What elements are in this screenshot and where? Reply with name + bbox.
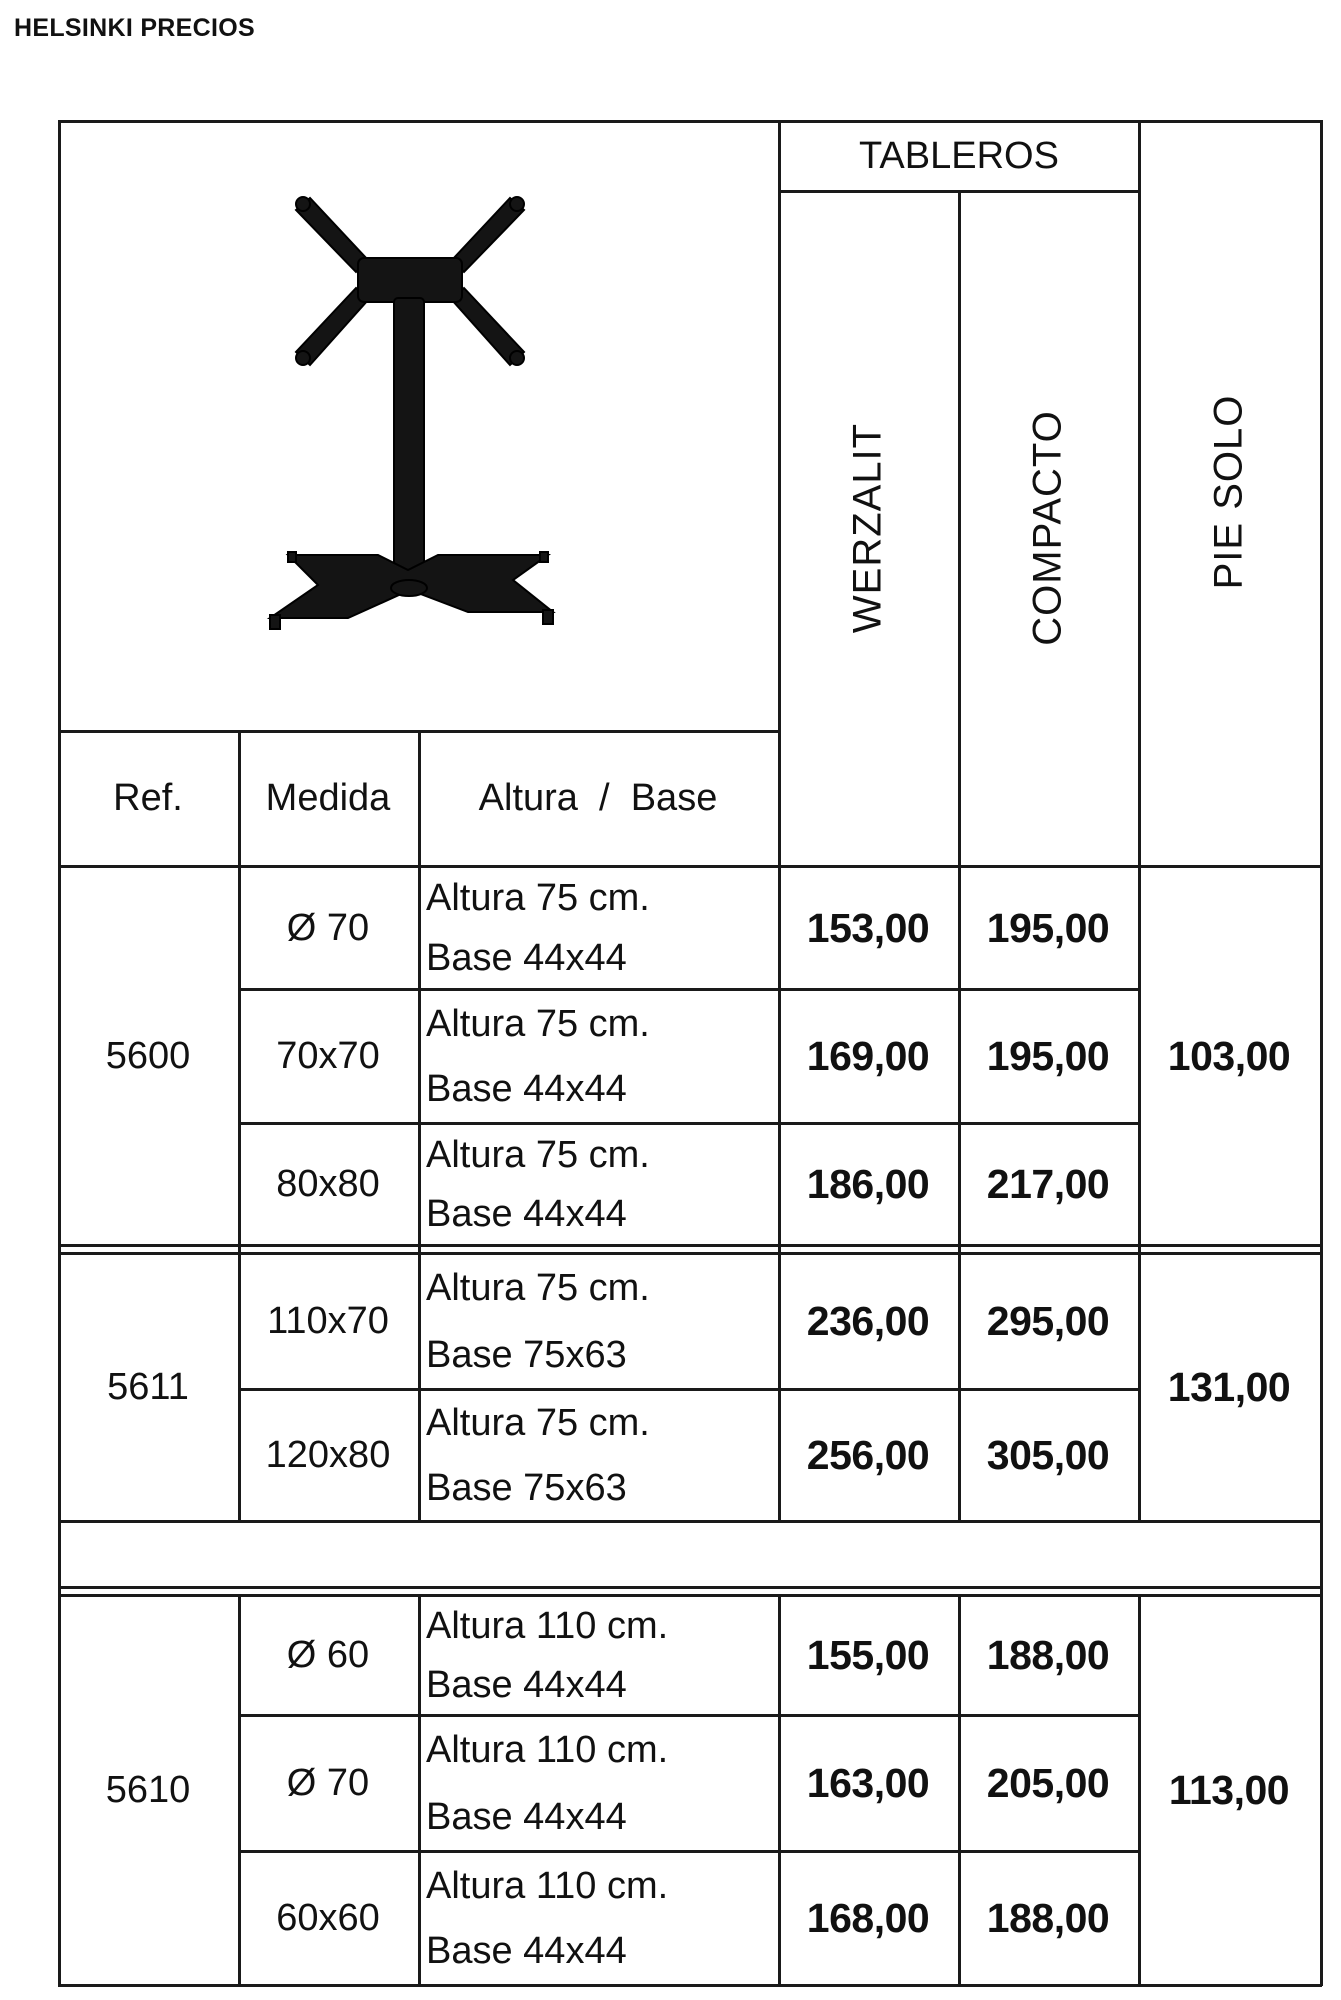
compacto-price: 195,00 — [986, 1033, 1110, 1079]
medida-cell: Ø 70 — [286, 906, 370, 949]
ref-cell: 5600 — [105, 1034, 191, 1077]
medida-cell: 60x60 — [276, 1897, 380, 1939]
werzalit-price: 169,00 — [806, 1033, 930, 1079]
medida-cell: 70x70 — [276, 1035, 380, 1077]
compacto-price: 305,00 — [986, 1432, 1110, 1478]
medida-cell: 80x80 — [276, 1163, 380, 1205]
pie-solo-price: 131,00 — [1167, 1364, 1291, 1410]
werzalit-price: 153,00 — [806, 904, 930, 951]
werzalit-price: 186,00 — [806, 1161, 930, 1207]
werzalit-header: WERZALIT — [845, 422, 890, 634]
ref-cell: 5611 — [107, 1366, 189, 1408]
base-text: Base 44x44 — [426, 1930, 627, 1973]
group-line — [58, 1244, 1322, 1247]
werzalit-price: 236,00 — [806, 1298, 930, 1344]
base-text: Base 44x44 — [426, 1795, 627, 1838]
group-line — [58, 1586, 1322, 1589]
medida-cell: 110x70 — [267, 1300, 389, 1342]
altura-base-cell — [420, 1853, 778, 1984]
altura-text: Altura 110 cm. — [426, 1729, 669, 1772]
tableros-header: TABLEROS — [859, 134, 1059, 177]
altura-base-cell — [420, 1597, 778, 1714]
altura-base-cell — [420, 991, 778, 1122]
base-text: Base 44x44 — [426, 1663, 627, 1706]
werzalit-price: 256,00 — [806, 1432, 930, 1478]
base-text: Base 44x44 — [426, 937, 627, 979]
ref-cell: 5610 — [105, 1769, 191, 1811]
base-text: Base 75x63 — [426, 1333, 627, 1376]
medida-header: Medida — [265, 777, 391, 819]
altura-text: Altura 110 cm. — [426, 1864, 669, 1907]
compacto-price: 295,00 — [986, 1298, 1110, 1344]
medida-cell: Ø 70 — [286, 1762, 370, 1804]
table-border-bottom — [58, 1984, 1322, 1987]
base-text: Base 75x63 — [426, 1466, 627, 1509]
ref-header: Ref. — [113, 777, 183, 819]
compacto-price: 195,00 — [986, 904, 1110, 951]
altura-base-cell — [420, 1391, 778, 1520]
compacto-price: 217,00 — [986, 1161, 1110, 1207]
altura-text: Altura 75 cm. — [426, 1002, 650, 1045]
werzalit-price: 163,00 — [806, 1760, 930, 1806]
altura-text: Altura 75 cm. — [426, 877, 650, 919]
compacto-price: 188,00 — [986, 1632, 1110, 1678]
compacto-price: 205,00 — [986, 1760, 1110, 1806]
table-base-icon — [258, 160, 588, 640]
altura-base-cell — [420, 1125, 778, 1244]
medida-cell: Ø 60 — [286, 1634, 370, 1676]
altura-base-cell — [420, 868, 778, 988]
altura-base-cell — [420, 1717, 778, 1850]
medida-cell: 120x80 — [265, 1434, 391, 1476]
base-text: Base 44x44 — [426, 1068, 627, 1111]
table-border-right — [1320, 120, 1323, 1986]
pie-solo-header: PIE SOLO — [1206, 394, 1251, 590]
document-title: HELSINKI PRECIOS — [14, 14, 255, 42]
group-line — [58, 1520, 1322, 1523]
werzalit-price: 168,00 — [806, 1895, 930, 1941]
altura-base-cell — [420, 1255, 778, 1388]
altura-text: Altura 75 cm. — [426, 1133, 650, 1176]
altura-text: Altura 110 cm. — [426, 1605, 669, 1648]
base-text: Base 44x44 — [426, 1193, 627, 1236]
werzalit-price: 155,00 — [806, 1632, 930, 1678]
pie-solo-price: 113,00 — [1168, 1767, 1290, 1813]
altura-base-header: Altura / Base — [478, 777, 718, 819]
compacto-price: 188,00 — [986, 1895, 1110, 1941]
altura-text: Altura 75 cm. — [426, 1267, 650, 1310]
pie-solo-price: 103,00 — [1167, 1032, 1291, 1079]
altura-text: Altura 75 cm. — [426, 1402, 650, 1445]
price-table — [58, 120, 1322, 1990]
compacto-header: COMPACTO — [1025, 410, 1070, 646]
